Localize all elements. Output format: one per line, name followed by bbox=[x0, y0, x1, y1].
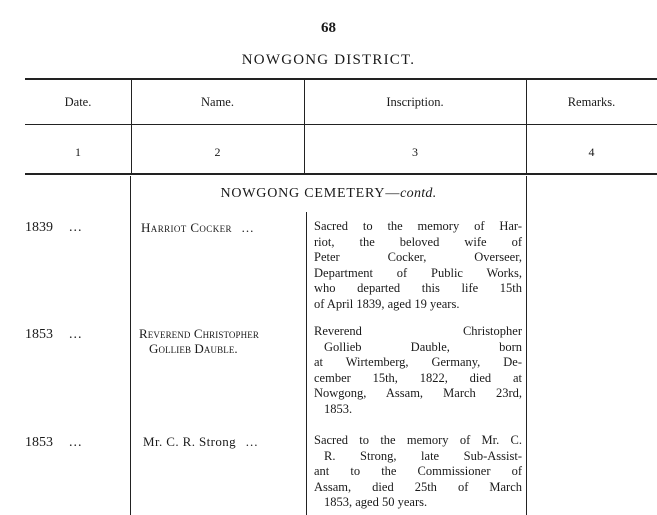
column-divider-3 bbox=[526, 78, 527, 175]
body-divider-date-name bbox=[130, 176, 131, 515]
inscription-line: cember 15th, 1822, died at bbox=[314, 370, 522, 385]
inscription-line: Reverend Christopher bbox=[314, 324, 522, 338]
district-title: NOWGONG DISTRICT. bbox=[241, 52, 416, 68]
entry-date-year: 1853 bbox=[25, 435, 53, 450]
section-title-text: NOWGONG CEMETERY— bbox=[220, 186, 401, 201]
header-remarks: Remarks. bbox=[567, 95, 616, 109]
entry-date-dots: ... bbox=[69, 220, 83, 235]
column-number-2: 2 bbox=[214, 145, 221, 159]
inscription-line: of April 1839, aged 19 years. bbox=[314, 296, 460, 311]
entry-name-line: Gollieb Dauble. bbox=[149, 341, 238, 356]
inscription-line: Department of Public Works, bbox=[314, 265, 522, 280]
inscription-line: Peter Cocker, Overseer, bbox=[314, 250, 522, 264]
inscription-line: 1853. bbox=[324, 401, 353, 416]
entry-name bbox=[141, 220, 304, 235]
section-title-contd: contd. bbox=[400, 186, 437, 201]
entry-date bbox=[25, 327, 83, 343]
entry-date-year: 1839 bbox=[25, 220, 53, 235]
entry-name-line: Harriot Cocker bbox=[141, 220, 232, 235]
column-divider-2 bbox=[304, 78, 305, 175]
body-divider-name-inscription bbox=[306, 212, 307, 515]
column-number-3: 3 bbox=[412, 145, 418, 159]
header-divider-rule bbox=[25, 124, 657, 125]
entry-inscription bbox=[314, 324, 522, 417]
entry-name-dots: ... bbox=[241, 220, 255, 235]
entry-name-dots: ... bbox=[245, 434, 259, 449]
inscription-line: riot, the beloved wife of bbox=[314, 234, 522, 249]
entry-name bbox=[139, 326, 307, 356]
header-inscription: Inscription. bbox=[386, 95, 444, 109]
inscription-line: Nowgong, Assam, March 23rd, bbox=[314, 386, 522, 400]
entry-name-line: Reverend Christopher bbox=[139, 326, 259, 341]
table-top-rule bbox=[25, 78, 657, 80]
section-title bbox=[131, 186, 526, 202]
entry-date bbox=[25, 435, 83, 451]
header-date: Date. bbox=[64, 95, 92, 109]
inscription-line: who departed this life 15th bbox=[314, 281, 522, 295]
entry-inscription bbox=[314, 219, 522, 312]
inscription-line: Assam, died 25th of March bbox=[314, 479, 522, 494]
number-row-bottom-rule bbox=[25, 173, 657, 175]
inscription-line: Gollieb Dauble, born bbox=[324, 339, 522, 354]
inscription-line: ant to the Commissioner of bbox=[314, 464, 522, 478]
entry-inscription bbox=[314, 433, 522, 511]
inscription-line: Sacred to the memory of Har- bbox=[314, 219, 522, 233]
entry-date bbox=[25, 220, 83, 236]
column-number-4: 4 bbox=[588, 145, 595, 159]
inscription-line: R. Strong, late Sub-Assist- bbox=[324, 448, 522, 463]
entry-date-dots: ... bbox=[69, 435, 83, 450]
entry-date-dots: ... bbox=[69, 327, 83, 342]
inscription-line: at Wirtemberg, Germany, De- bbox=[314, 355, 522, 369]
inscription-line: Sacred to the memory of Mr. C. bbox=[314, 433, 522, 447]
column-number-1: 1 bbox=[75, 145, 81, 159]
entry-name bbox=[143, 434, 306, 449]
page-number: 68 bbox=[321, 20, 336, 36]
inscription-line: 1853, aged 50 years. bbox=[324, 495, 428, 509]
entry-name-line: Mr. C. R. Strong bbox=[143, 434, 237, 449]
column-divider-1 bbox=[131, 78, 132, 175]
entry-date-year: 1853 bbox=[25, 327, 53, 342]
header-name: Name. bbox=[201, 95, 234, 109]
body-divider-inscription-remarks bbox=[526, 176, 527, 515]
